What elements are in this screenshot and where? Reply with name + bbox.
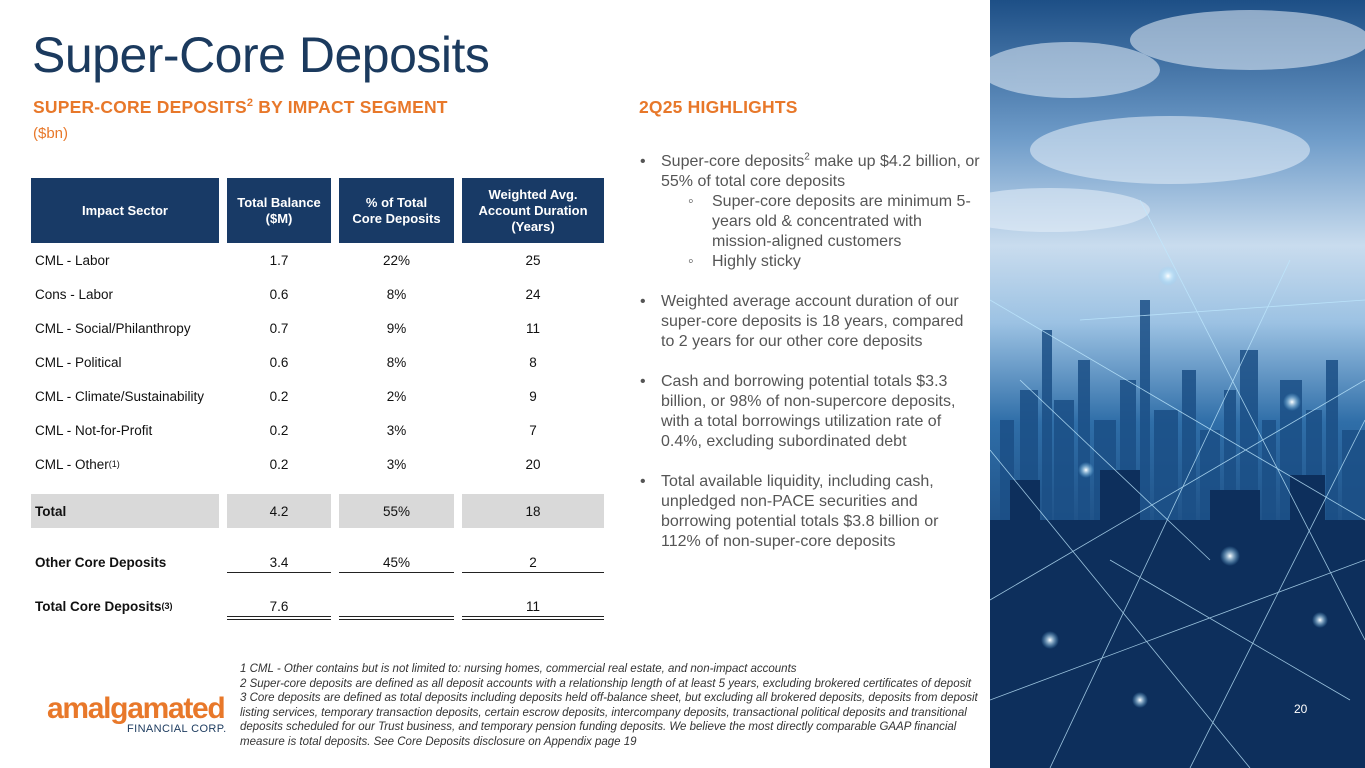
footnote-2: 2 Super-core deposits are defined as all deposit accounts with a relationship length of at least 5 years, excluding brokered certificates of deposit (240, 677, 972, 690)
divider (339, 619, 454, 620)
sector-label: CML - Other (35, 456, 109, 472)
total-sector: Total (35, 503, 67, 519)
sector-cell (35, 413, 152, 447)
footnote-1: 1 CML - Other contains but is not limited to: nursing homes, commercial real estate, and non-impact accounts (240, 663, 797, 675)
sector-cell (35, 311, 191, 345)
balance-cell: 1.7 (269, 252, 289, 268)
pct-cell: 9% (386, 320, 407, 336)
header-total-balance: Total Balance ($M) (227, 178, 331, 243)
highlight-bullet-2: • Weighted average account duration of our super-core deposits is 18 years, compared to 2 years for our other core deposits (640, 292, 980, 352)
sector-cell (35, 243, 110, 277)
table-row-total (0, 494, 620, 528)
divider (227, 619, 331, 620)
table-heading-footnote: 2 (246, 97, 254, 110)
pct-cell: 2% (386, 388, 407, 404)
balance-cell: 0.6 (269, 286, 289, 302)
table-row (0, 345, 620, 379)
total-balance: 4.2 (269, 503, 289, 519)
sector-label: Cons - Labor (35, 286, 114, 302)
divider (339, 616, 454, 617)
other-pct: 45% (382, 554, 411, 570)
balance-cell: 0.6 (269, 354, 289, 370)
duration-cell: 20 (525, 456, 541, 472)
highlight-bullet-1 (640, 152, 980, 192)
total-duration: 18 (525, 503, 541, 519)
sector-cell (35, 379, 204, 413)
duration-cell: 25 (525, 252, 541, 268)
table-heading-text: SUPER-CORE DEPOSITS (33, 97, 247, 117)
balance-cell: 0.2 (269, 456, 289, 472)
sector-label: CML - Not-for-Profit (35, 422, 153, 438)
header-impact-sector: Impact Sector (31, 178, 219, 243)
highlights-list (640, 152, 980, 572)
table-row-total-core (0, 589, 620, 623)
duration-cell: 7 (529, 422, 537, 438)
table-row (0, 413, 620, 447)
page-number: 20 (1294, 702, 1308, 716)
divider (227, 572, 331, 573)
divider (462, 619, 604, 620)
duration-cell: 9 (529, 388, 537, 404)
pct-cell: 3% (386, 456, 407, 472)
divider (462, 616, 604, 617)
table-row-other-core (0, 545, 620, 579)
page-title: Super-Core Deposits (32, 27, 490, 83)
table-row (0, 447, 620, 481)
grand-sector-label: Total Core Deposits (35, 598, 162, 614)
highlight-bullet-4: • Total available liquidity, including cash, unpledged non-PACE securities and borrowing potential totals $3.8 billion or 112% of non-super-core deposits (640, 472, 980, 552)
bullet-1-text-b: make up $4.2 billion, or 55% of total core deposits (661, 153, 980, 190)
footnotes (240, 662, 992, 749)
table-row (0, 277, 620, 311)
highlight-bullet-3: • Cash and borrowing potential totals $3.3 billion, or 98% of non-supercore deposits, with a total borrowings utilization rate of 0.4%, excluding subordinated debt (640, 372, 980, 452)
balance-cell: 0.2 (269, 422, 289, 438)
pct-cell: 8% (386, 286, 407, 302)
divider (462, 572, 604, 573)
city-skyline-image (990, 0, 1365, 768)
sector-cell (35, 345, 122, 379)
divider (227, 616, 331, 617)
grand-sector: Total Core Deposits (3) (35, 598, 173, 614)
highlight-subbullet-2: ◦ Highly sticky (640, 252, 980, 272)
other-sector: Other Core Deposits (35, 554, 167, 570)
sector-cell (35, 277, 113, 311)
logo-wordmark: amalgamated (47, 692, 225, 725)
balance-cell: 0.7 (269, 320, 289, 336)
sector-label: CML - Social/Philanthropy (35, 320, 191, 336)
logo-subtitle: FINANCIAL CORP. (127, 723, 227, 735)
highlight-subbullet-1: ◦ Super-core deposits are minimum 5-years old & concentrated with mission-aligned customers (640, 192, 980, 252)
table-unit-label: ($bn) (33, 125, 69, 142)
bullet-1-text-a: Super-core deposits (661, 153, 805, 170)
duration-cell: 8 (529, 354, 537, 370)
divider (339, 572, 454, 573)
other-balance: 3.4 (269, 554, 289, 570)
sector-cell: CML - Other (1) (35, 456, 120, 472)
pct-cell: 8% (386, 354, 407, 370)
other-duration: 2 (529, 554, 537, 570)
footnote-3: 3 Core deposits are defined as total deposits including deposits held off-balance sheet, but excluding all brokered deposits, deposits from deposit listing services, temporary transaction deposits, certain escrow deposits, intercompany deposits, transactional political deposits and transitional deposits scheduled for our Trust business, and temporary pension funding deposits. We believe the most directly comparable GAAP financial measure is total deposits. See Core Deposits disclosure on Appendix page 19 (240, 692, 978, 748)
city-illustration (990, 0, 1365, 768)
total-pct: 55% (382, 503, 411, 519)
pct-cell: 3% (386, 422, 407, 438)
pct-cell: 22% (382, 252, 411, 268)
grand-pct (339, 589, 454, 623)
duration-cell: 11 (525, 320, 540, 336)
table-row (0, 379, 620, 413)
company-logo (47, 692, 227, 735)
balance-cell: 0.2 (269, 388, 289, 404)
sector-label: CML - Labor (35, 252, 110, 268)
sector-label: CML - Climate/Sustainability (35, 388, 205, 404)
duration-cell: 24 (525, 286, 541, 302)
grand-balance: 7.6 (269, 598, 289, 614)
grand-duration: 11 (525, 598, 540, 614)
table-section-heading (33, 97, 448, 118)
header-pct-core: % of Total Core Deposits (339, 178, 454, 243)
table-row (0, 243, 620, 277)
sector-label: CML - Political (35, 354, 122, 370)
table-row (0, 311, 620, 345)
header-duration: Weighted Avg. Account Duration (Years) (462, 178, 604, 243)
table-heading-rest: BY IMPACT SEGMENT (253, 97, 448, 117)
highlights-heading: 2Q25 HIGHLIGHTS (639, 97, 798, 117)
bullet-1-footnote: 2 (804, 151, 810, 163)
